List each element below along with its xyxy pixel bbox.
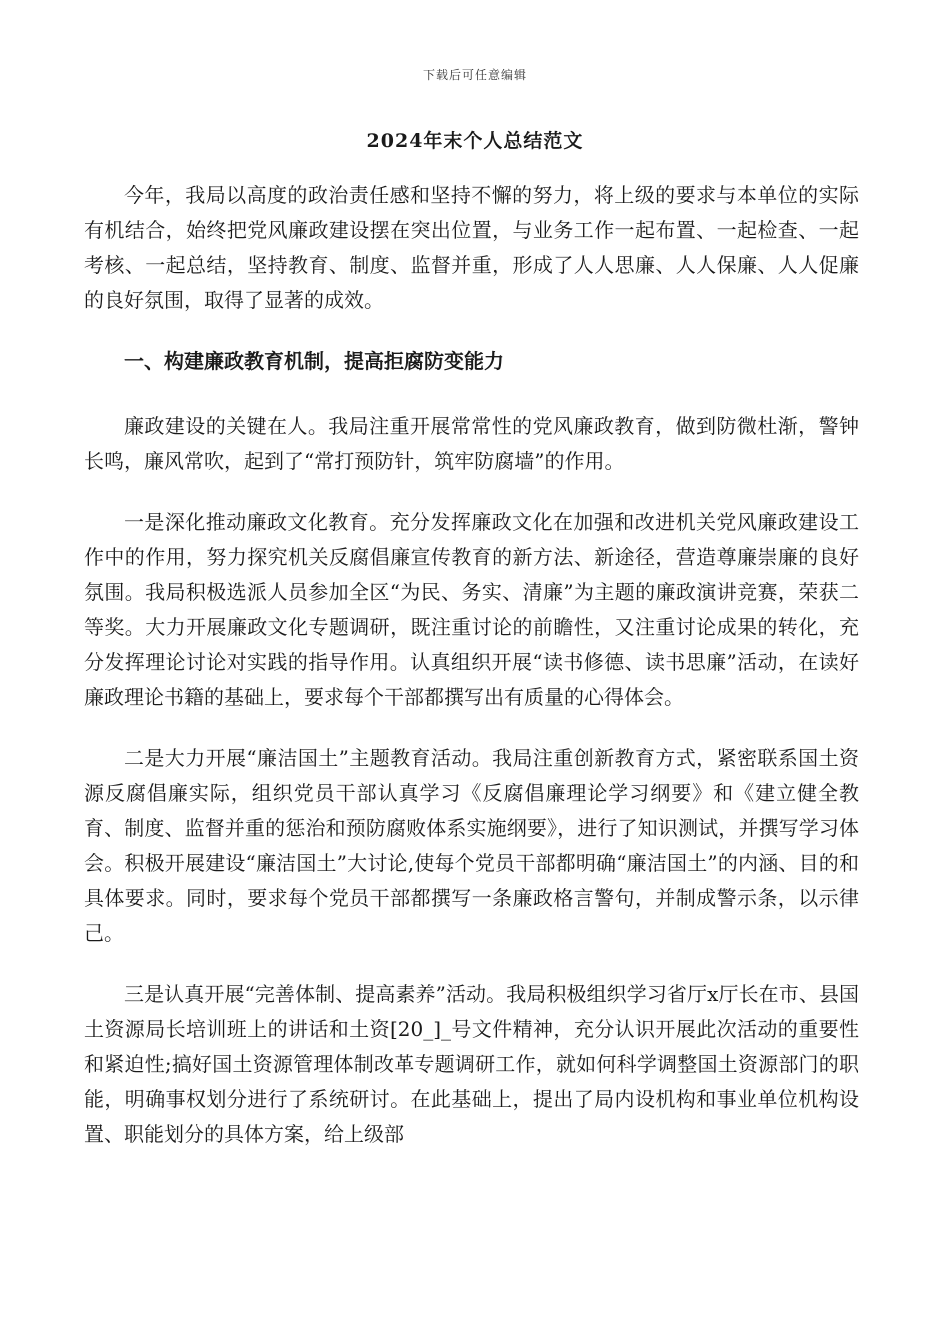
- document-title: 2024年末个人总结范文: [366, 130, 584, 152]
- body-paragraph: 三是认真开展“完善体制、提高素养”活动。我局积极组织学习省厅x厅长在市、县国土资源局长培训班上的讲话和土资[20_]_号文件精神，充分认识开展此次活动的重要性和紧迫性;搞好国土资源管理体制改革专题调研工作，就如何科学调整国土资源部门的职能，明确事权划分进行了系统研讨。在此基础上，提出了局内设机构和事业单位机构设置、职能划分的具体方案，给上级部: [84, 982, 859, 1146]
- intro-paragraph: 今年，我局以高度的政治责任感和坚持不懈的努力，将上级的要求与本单位的实际有机结合，始终把党风廉政建设摆在突出位置，与业务工作一起布置、一起检查、一起考核、一起总结，坚持教育、制度、监督并重，形成了人人思廉、人人保廉、人人促廉的良好氛围，取得了显著的成效。: [84, 183, 859, 312]
- body-paragraph: 二是大力开展“廉洁国土”主题教育活动。我局注重创新教育方式，紧密联系国土资源反腐倡廉实际，组织党员干部认真学习《反腐倡廉理论学习纲要》和《建立健全教育、制度、监督并重的惩治和预防腐败体系实施纲要》，进行了知识测试，并撰写学习体会。积极开展建设“廉洁国土”大讨论,使每个党员干部都明确“廉洁国土”的内涵、目的和具体要求。同时，要求每个党员干部都撰写一条廉政格言警句，并制成警示条，以示律己。: [84, 746, 859, 945]
- body-paragraph: 廉政建设的关键在人。我局注重开展常常性的党风廉政教育，做到防微杜渐，警钟长鸣，廉风常吹，起到了“常打预防针，筑牢防腐墙”的作用。: [84, 414, 859, 473]
- page-header: 下载后可任意编辑: [422, 68, 527, 82]
- document-body: [84, 178, 859, 1178]
- section-heading: 一、构建廉政教育机制，提高拒腐防变能力: [124, 349, 504, 373]
- body-paragraph: 一是深化推动廉政文化教育。充分发挥廉政文化在加强和改进机关党风廉政建设工作中的作用，努力探究机关反腐倡廉宣传教育的新方法、新途径，营造尊廉崇廉的良好氛围。我局积极选派人员参加全区“为民、务实、清廉”为主题的廉政演讲竞赛，荣获二等奖。大力开展廉政文化专题调研，既注重讨论的前瞻性，又注重讨论成果的转化，充分发挥理论讨论对实践的指导作用。认真组织开展“读书修德、读书思廉”活动，在读好廉政理论书籍的基础上，要求每个干部都撰写出有质量的心得体会。: [84, 510, 859, 709]
